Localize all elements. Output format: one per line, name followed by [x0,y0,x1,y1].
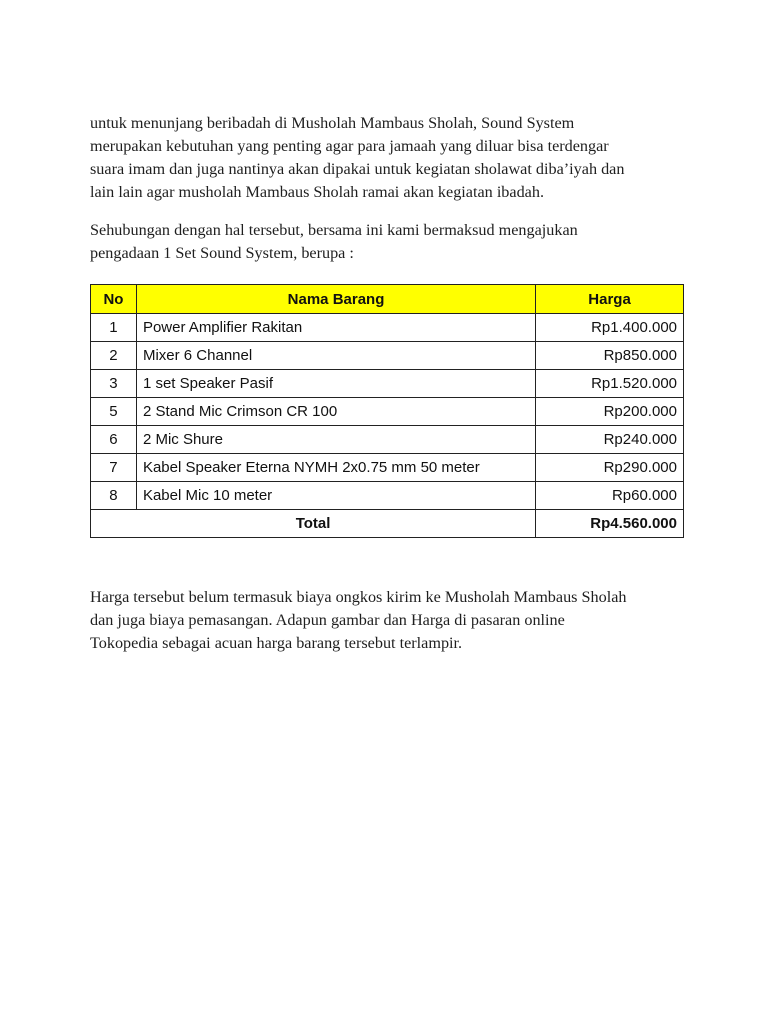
row-price: Rp1.520.000 [536,370,684,398]
row-name: Mixer 6 Channel [136,342,535,370]
row-price: Rp1.400.000 [536,314,684,342]
table-row [91,314,684,342]
intro-line: suara imam dan juga nantinya akan dipakai untuk kegiatan sholawat diba’iyah dan [90,160,625,178]
row-name: Kabel Speaker Eterna NYMH 2x0.75 mm 50 meter [136,454,535,482]
row-price: Rp200.000 [536,398,684,426]
request-paragraph [90,219,690,265]
total-row [91,510,684,538]
intro-paragraph [90,112,690,204]
row-price: Rp290.000 [536,454,684,482]
request-line: pengadaan 1 Set Sound System, berupa : [90,244,354,262]
row-price: Rp240.000 [536,426,684,454]
row-no: 1 [91,314,137,342]
row-no: 8 [91,482,137,510]
request-line: Sehubungan dengan hal tersebut, bersama ini kami bermaksud mengajukan [90,221,578,239]
header-price: Harga [536,285,684,314]
intro-line: untuk menunjang beribadah di Musholah Mambaus Sholah, Sound System [90,114,575,132]
row-no: 2 [91,342,137,370]
items-table [90,284,684,538]
intro-line: lain lain agar musholah Mambaus Sholah ramai akan kegiatan ibadah. [90,183,545,201]
row-name: Kabel Mic 10 meter [136,482,535,510]
row-no: 3 [91,370,137,398]
row-no: 7 [91,454,137,482]
row-price: Rp850.000 [536,342,684,370]
closing-line: dan juga biaya pemasangan. Adapun gambar dan Harga di pasaran online [90,611,565,629]
row-price: Rp60.000 [536,482,684,510]
row-name: Power Amplifier Rakitan [136,314,535,342]
closing-line: Tokopedia sebagai acuan harga barang tersebut terlampir. [90,634,463,652]
table-row [91,426,684,454]
table-row [91,454,684,482]
header-name: Nama Barang [136,285,535,314]
row-name: 2 Stand Mic Crimson CR 100 [136,398,535,426]
table-row [91,398,684,426]
row-name: 2 Mic Shure [136,426,535,454]
table-row [91,342,684,370]
row-name: 1 set Speaker Pasif [136,370,535,398]
row-no: 6 [91,426,137,454]
closing-paragraph [90,586,690,655]
header-no: No [91,285,137,314]
intro-line: merupakan kebutuhan yang penting agar para jamaah yang diluar bisa terdengar [90,137,609,155]
row-no: 5 [91,398,137,426]
total-label: Total [91,510,536,538]
table-row [91,482,684,510]
total-value: Rp4.560.000 [536,510,684,538]
closing-line: Harga tersebut belum termasuk biaya ongkos kirim ke Musholah Mambaus Sholah [90,588,627,606]
table-row [91,370,684,398]
table-header-row [91,285,684,314]
